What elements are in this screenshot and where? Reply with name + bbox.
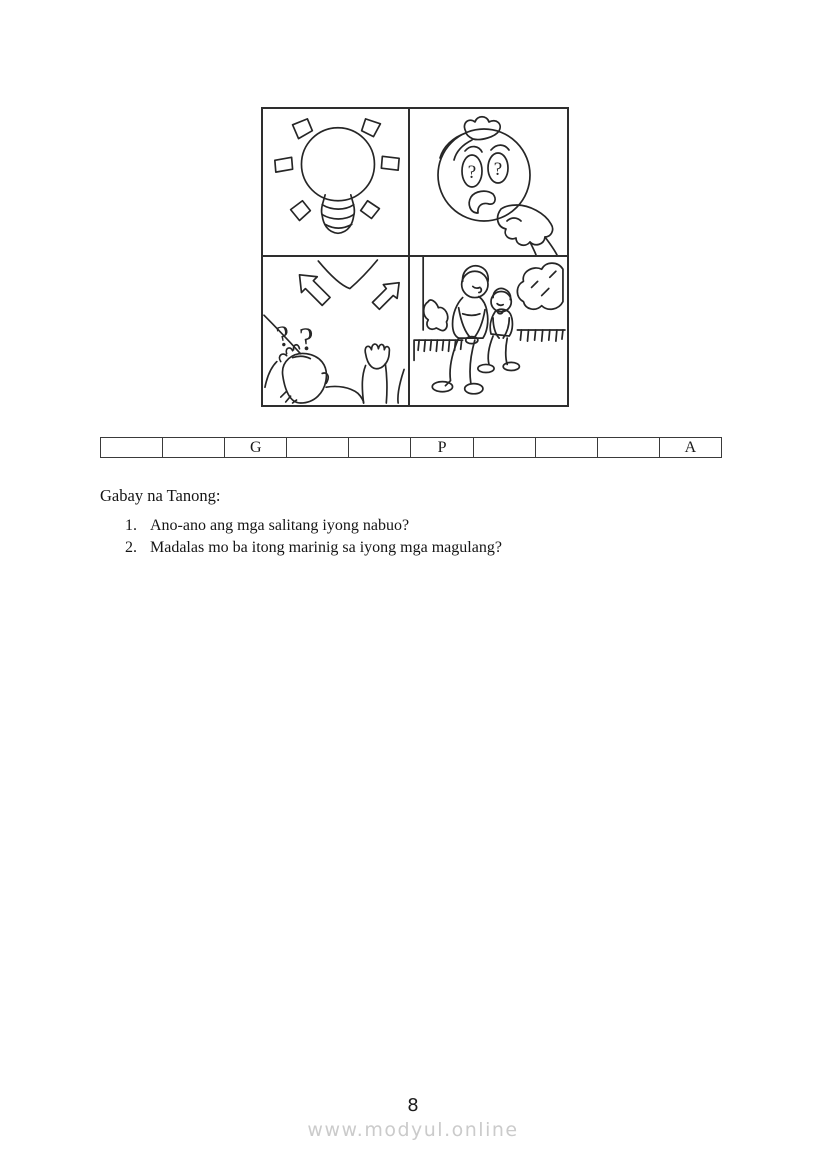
panel-confused-face [410,109,567,257]
question-item-1 [100,515,720,537]
question-number: 2. [125,539,137,556]
crossroads-icon [263,257,408,405]
panel-crossroads [263,257,410,405]
four-panel-illustration [261,107,569,407]
letter-cell-9 [598,438,660,457]
letter-cell-8 [536,438,598,457]
watermark: www.modyul.online [307,1119,519,1141]
parent-child-icon [410,257,567,405]
thought-question-mark-1: ? [273,320,293,354]
lightbulb-icon [263,109,408,255]
letter-cell-3: G [225,438,287,457]
letter-cell-1 [101,438,163,457]
confused-face-icon [410,109,567,255]
letter-cell-4 [287,438,349,457]
letter-cell-6: P [411,438,473,457]
thought-question-mark-2: ? [298,321,316,359]
panel-parent-child [410,257,567,405]
right-eye-question-mark: ? [493,159,503,180]
letter-cell-5 [349,438,411,457]
letter-boxes [100,437,722,458]
page-number: 8 [407,1095,419,1116]
guide-questions-list [100,515,720,559]
question-text: Madalas mo ba itong marinig sa iyong mga magulang? [150,539,502,556]
question-text: Ano-ano ang mga salitang iyong nabuo? [150,517,410,534]
question-item-2 [100,537,720,559]
letter-cell-2 [163,438,225,457]
guide-questions-heading: Gabay na Tanong: [100,486,221,505]
left-eye-question-mark: ? [467,162,477,183]
guide-questions-section [100,486,720,559]
letter-cell-7 [474,438,536,457]
letter-cell-10: A [684,438,697,456]
panel-lightbulb [263,109,410,257]
question-number: 1. [125,517,137,534]
